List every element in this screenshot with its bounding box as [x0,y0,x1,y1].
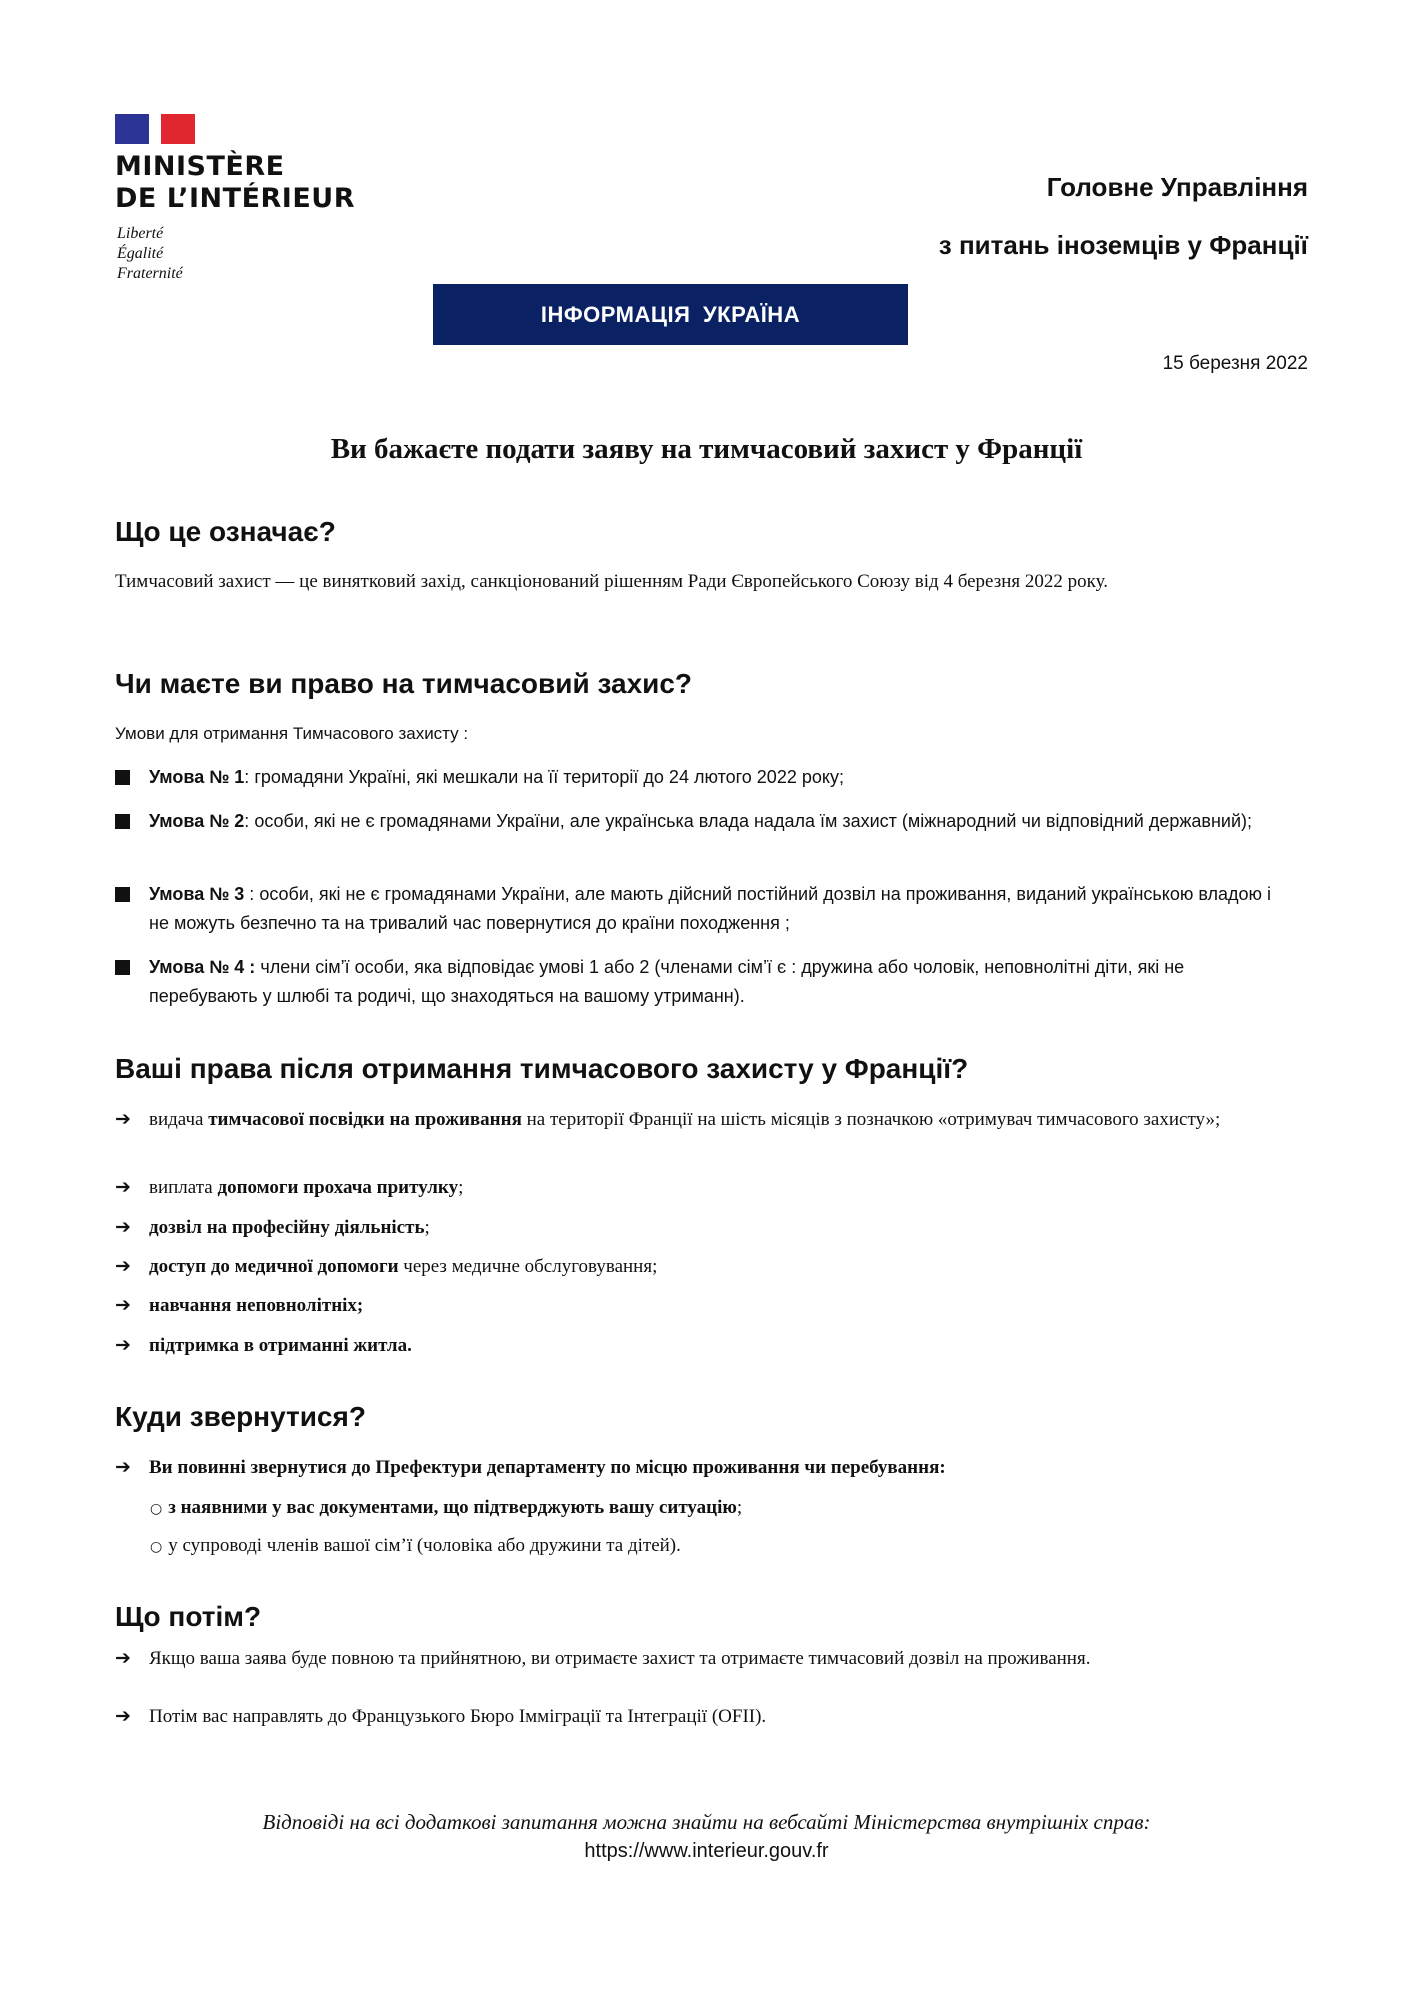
logo-line-2: DE L’INTÉRIEUR [115,183,356,214]
motto-egalite: Égalité [117,245,164,262]
footer-link[interactable]: https://www.interieur.gouv.fr [584,1840,829,1862]
condition-item: Умова № 3 : особи, які не є громадянами України, але мають дійсний постійний дозвіл на проживання, виданий українською владою і не можуть безпечно та на тривалий час повернутися до країни походження ; [115,880,1285,938]
square-bullet-icon [115,814,130,829]
square-bullet-icon [115,960,130,975]
logo-line-1: MINISTÈRE [115,151,285,182]
right-item: ➔ доступ до медичної допомоги через медичне обслуговування; [115,1252,1285,1281]
right-item: ➔ підтримка в отриманні житла. [115,1331,1285,1360]
circle-bullet-icon: ○ [150,1501,163,1517]
marianne-flag-icon [115,114,195,144]
where-sub-item: ○ у супроводі членів вашої сім’ї (чоловіка або дружини та дітей). [150,1535,681,1556]
section-heading-meaning: Що це означає? [115,516,336,547]
arrow-right-icon: ➔ [115,1294,131,1316]
condition-label: Умова № 1 [149,767,245,787]
section-heading-next: Що потім? [115,1601,262,1632]
condition-text: особи, які не є громадянами України, але мають дійсний постійний дозвіл на проживання, виданий українською владою і не можуть безпечно та на тривалий час повернутися до країни походження ; [149,884,1272,933]
circle-bullet-icon: ○ [150,1539,163,1555]
arrow-right-icon: ➔ [115,1334,131,1356]
condition-label: Умова № 2 [149,811,245,831]
document-title: Ви бажаєте подати заяву на тимчасовий захист у Франції [330,433,1083,465]
right-item: ➔ видача тимчасової посвідки на проживання на території Франції на шість місяців з позначкою «отримувач тимчасового захисту»; [115,1105,1285,1134]
where-item: ➔ Ви повинні звернутися до Префектури департаменту по місцю проживання чи перебування: [115,1453,1285,1482]
department-title-line-2: з питань іноземців у Франції [938,230,1308,260]
condition-item [115,953,1285,1011]
motto-fraternite: Fraternité [117,265,183,282]
motto-liberte: Liberté [117,225,164,242]
condition-text: громадяни Україні, які мешкали на її території до 24 лютого 2022 року; [254,767,844,787]
condition-item: Умова № 2: особи, які не є громадянами України, але українська влада надала їм захист (міжнародний чи відповідний державний); [115,807,1285,836]
condition-item: Умова № 1: громадяни Україні, які мешкали на її території до 24 лютого 2022 року; [115,763,1285,792]
conditions-intro: Умови для отримання Тимчасового захисту : [115,724,469,743]
section-body-meaning: Тимчасовий захист — це винятковий захід, санкціонований рішенням Ради Європейського Союзу від 4 березня 2022 року. [115,571,1108,592]
arrow-right-icon: ➔ [115,1216,131,1238]
section-heading-eligibility: Чи маєте ви право на тимчасовий захис? [115,668,693,699]
ministry-logo [115,114,375,289]
arrow-right-icon: ➔ [115,1705,131,1727]
arrow-right-icon: ➔ [115,1108,131,1130]
arrow-right-icon: ➔ [115,1647,131,1669]
where-sub-item: ○ з наявними у вас документами, що підтверджують вашу ситуацію; [150,1497,743,1518]
next-item: ➔ Якщо ваша заява буде повною та прийнятною, ви отримаєте захист та отримаєте тимчасовий дозвіл на проживання. [115,1644,1285,1673]
arrow-right-icon: ➔ [115,1456,131,1478]
right-item: ➔ виплата допомоги прохача притулку; [115,1173,1285,1202]
square-bullet-icon [115,887,130,902]
condition-label: Умова № 3 [149,884,245,904]
arrow-right-icon: ➔ [115,1176,131,1198]
footer-note: Відповіді на всі додаткові запитання можна знайти на вебсайті Міністерства внутрішніх справ: [262,1810,1151,1834]
section-heading-where: Куди звернутися? [115,1401,366,1432]
right-item: ➔ навчання неповнолітніх; [115,1291,1285,1320]
department-title-line-1: Головне Управління [1046,172,1308,202]
right-item: ➔ дозвіл на професійну діяльність; [115,1213,1285,1242]
section-heading-rights: Ваші права після отримання тимчасового захисту у Франції? [115,1053,969,1084]
arrow-right-icon: ➔ [115,1255,131,1277]
condition-label: Умова № 4 : [149,957,256,977]
condition-text: члени сім’ї особи, яка відповідає умові 1 або 2 (членами сім’ї є : дружина або чоловік, неповнолітні діти, які не перебувають у шлюбі та родичі, що знаходяться на вашому утриманн). [149,957,1185,1006]
condition-text: особи, які не є громадянами України, але українська влада надала їм захист (міжнародний чи відповідний державний); [254,811,1253,831]
square-bullet-icon [115,770,130,785]
document-date: 15 березня 2022 [1162,353,1308,374]
info-banner: ІНФОРМАЦІЯ УКРАЇНА [433,284,908,345]
next-item: ➔ Потім вас направлять до Французького Бюро Імміграції та Інтеграції (OFII). [115,1702,1285,1731]
